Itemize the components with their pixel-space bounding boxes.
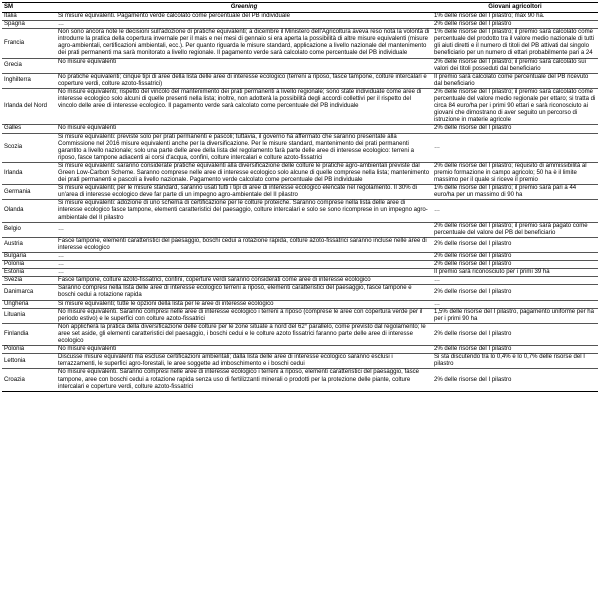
table-header-row — [2, 3, 598, 13]
cell-greening: No misure equivalenti — [56, 346, 432, 354]
cell-sm: Polonia — [2, 346, 56, 354]
table-body — [2, 13, 598, 392]
cell-giovani: … — [432, 200, 598, 222]
cell-giovani: 2% delle risorse del I pilastro; il premio sarà calcolato come percentuale del valore medio regionale per ettaro; si tratta di circa 84 euro/ha per i primi 90 ettari e sarà riconosciuto ai giovani che dimostrano di aver seguito un percorso di istruzione in materie agricole — [432, 88, 598, 124]
cell-giovani: Il premio sarà riconosciuto per i primi 39 ha — [432, 269, 598, 277]
cell-greening: Fasce tampone, elementi caratteristici del paesaggio, boschi cedui a rotazione rapida, colture azoto-fissatrici saranno incluse nelle aree di interesse ecologico — [56, 237, 432, 252]
table-row — [2, 125, 598, 133]
table-row — [2, 354, 598, 369]
table-row — [2, 277, 598, 285]
cell-greening: No misure equivalenti — [56, 58, 432, 73]
cell-greening: … — [56, 222, 432, 237]
table-row — [2, 253, 598, 261]
cell-sm: Belgio — [2, 222, 56, 237]
cell-giovani: 2% delle risorse del I pilastro — [432, 323, 598, 345]
cell-sm: Ungheria — [2, 300, 56, 308]
table-row — [2, 323, 598, 345]
cell-greening: … — [56, 261, 432, 269]
cell-greening: Si misure equivalenti; tutte le opzioni della lista per le aree di interesse ecologico — [56, 300, 432, 308]
cell-sm: Svezia — [2, 277, 56, 285]
table-row — [2, 21, 598, 29]
table-row — [2, 261, 598, 269]
cell-sm: Galles — [2, 125, 56, 133]
table-row — [2, 300, 598, 308]
cell-sm: Grecia — [2, 58, 56, 73]
cell-greening: No misure equivalenti. Saranno compresi nelle aree di interesse ecologico i terreni a riposo, elementi caratteristici del paesaggio, fasce tampone, aree con boschi cedui a rotazione rapida senza uso di fertilizzanti minerali o prodotti per la protezione delle piante, colture intercalari e coperture verdi, colture azoto-fissatrici — [56, 369, 432, 391]
cell-greening: Fasce tampone, colture azoto-fissatrici, confini, coperture verdi saranno considerati come aree di interesse ecologico — [56, 277, 432, 285]
header-sm: SM — [2, 3, 56, 13]
cell-greening: … — [56, 253, 432, 261]
cell-giovani: Si sta discutendo tra lo 0,4% e lo 0,7% delle risorse del I pilastro — [432, 354, 598, 369]
cell-greening: Non sono ancora note le decisioni sull'adozione di pratiche equivalenti; a dicembre il Ministero dell'Agricoltura aveva reso nota la volontà di introdurre la pratica della copertura invernale per il mais e nei mesi di gennaio si era aperta la possibilità di altre misure equivalenti (misure agro-ambientali, certificazioni ambientali, ecc.). Per quanto riguarda le misure standard, applicazione a livello nazionale del mantenimento dei prati permanenti ma sarà monitorato a livello regionale. Il pagamento verde sarà calcolato come percentuale del PB individuale — [56, 29, 432, 58]
header-giovani: Giovani agricoltori — [432, 3, 598, 13]
table-row — [2, 285, 598, 300]
cell-sm: Croazia — [2, 369, 56, 391]
table-row — [2, 29, 598, 58]
cell-greening: Si misure equivalenti: saranno considerate pratiche equivalenti alla diversificazione delle colture le pratiche agro-ambientali previste dal Green Low-Carbon Scheme. Saranno comprese nelle aree di interesse ecologico solo alcune di quelle comprese nella lista; mantenimento dei prati permanenti e pascoli a livello nazionale. Pagamento verde calcolato come percentuale del PB individuale — [56, 162, 432, 184]
table-row — [2, 346, 598, 354]
cell-giovani: 2% delle risorse del I pilastro — [432, 261, 598, 269]
table-row — [2, 237, 598, 252]
cell-giovani: 1% delle risorse del I pilastro; il premio sarà pari a 44 euro/ha per un massimo di 90 ha — [432, 185, 598, 200]
table-row — [2, 308, 598, 323]
cell-greening: Si misure equivalenti: adozione di uno schema di certificazione per le colture proteiche. Saranno comprese nella lista delle aree di interesse ecologico fasce tampone, elementi caratteristici del paesaggio, colture intercalari e solo se sono ricomprese in un impegno agro-ambientale del II pilastro — [56, 200, 432, 222]
cell-sm: Olanda — [2, 200, 56, 222]
cell-greening: No pratiche equivalenti; cinque tipi di aree della lista delle aree di interesse ecologico (terreni a riposo, fasce tampone, colture intercalari e coperture verdi, colture azoto-fissatrici) — [56, 73, 432, 88]
table-row — [2, 73, 598, 88]
cell-sm: Lituania — [2, 308, 56, 323]
cell-giovani: Il premio sarà calcolato come percentuale del PB ricevuto dal beneficiario — [432, 73, 598, 88]
cell-sm: Finlandia — [2, 323, 56, 345]
cell-giovani: 2% delle risorse del I pilastro — [432, 346, 598, 354]
cell-sm: Italia — [2, 13, 56, 21]
cell-sm: Irlanda — [2, 162, 56, 184]
table-row — [2, 269, 598, 277]
table-row — [2, 369, 598, 391]
cell-giovani: 2% delle risorse del I pilastro — [432, 285, 598, 300]
cell-giovani: 2% delle risorse del I pilastro; il premio sarà pagato come percentuale del valore del PB del beneficiario — [432, 222, 598, 237]
cell-sm: Austria — [2, 237, 56, 252]
cell-sm: Inghilterra — [2, 73, 56, 88]
cell-giovani: 2% delle risorse del I pilastro — [432, 237, 598, 252]
cell-greening: … — [56, 269, 432, 277]
cell-sm: Irlanda del Nord — [2, 88, 56, 124]
cell-sm: Spagna — [2, 21, 56, 29]
header-greening: Greening — [56, 3, 432, 13]
cell-giovani: 1,5% delle risorse del I pilastro, pagamento uniforme per ha per i primi 90 ha — [432, 308, 598, 323]
cell-greening: No misure equivalenti; rispetto del vincolo del mantenimento dei prati permanenti a livello regionale; sono state individuate come aree di interesse ecologico solo alcuni di quelle presenti nella lista; inoltre, non adotterà la possibilità degli accordi collettivi per il rispetto del vincolo delle aree di interesse ecologico. Il pagamento verde sarà calcolato come percentuale del PB individuale — [56, 88, 432, 124]
cell-sm: Danimarca — [2, 285, 56, 300]
cell-giovani: 2% delle risorse del I pilastro — [432, 125, 598, 133]
cell-giovani: 1% delle risorse del I pilastro; max 90 ha. — [432, 13, 598, 21]
cell-giovani: … — [432, 300, 598, 308]
table-row — [2, 162, 598, 184]
document-page — [2, 2, 598, 392]
cell-sm: Lettonia — [2, 354, 56, 369]
cell-sm: Estonia — [2, 269, 56, 277]
cell-greening: Si misure equivalenti: previste solo per prati permanenti e pascoli; tuttavia, il governo ha affermato che saranno presentate alla Commissione nel 2016 misure equivalenti anche per la diversificazione. Per le misure standard, mantenimento dei prati permanenti garantito a livello nazionale; solo una parte delle aree della lista del regolamento farà parte delle aree di interesse ecologico: terreni a riposo, fasce tampone adiacenti ai corsi d'acqua, confini, colture intercalari e colture azoto-fissatrici — [56, 133, 432, 162]
cell-greening: Si misure equivalenti. Pagamento verde calcolato come percentuale del PB individuale — [56, 13, 432, 21]
cell-giovani: … — [432, 133, 598, 162]
cell-sm: Scozia — [2, 133, 56, 162]
cell-greening: No misure equivalenti — [56, 125, 432, 133]
table-row — [2, 185, 598, 200]
cell-giovani: 2% delle risorse del I pilastro; il premio sarà calcolato sui valori dei titoli posseduti dal beneficiario — [432, 58, 598, 73]
cell-greening: Si misure equivalenti; per le misure standard, saranno usati tutti i tipi di aree di interesse ecologico elencate nel regolamento. Il 30% di un'area di interesse ecologico deve far parte di un impegno agro-ambientale del II pilastro — [56, 185, 432, 200]
cell-sm: Bulgaria — [2, 253, 56, 261]
cell-giovani: 2% delle risorse del I pilastro — [432, 369, 598, 391]
cell-greening: Discusse misure equivalenti ma escluse certificazioni ambientali; dalla lista delle aree di interesse ecologico saranno esclusi i terrazzamenti, le superfici agro-forestali, le aree soggette ad imboschimento e i boschi cedui — [56, 354, 432, 369]
cell-greening: … — [56, 21, 432, 29]
table-row — [2, 133, 598, 162]
cell-giovani: 1% delle risorse del I pilastro; il premio sarà calcolato come percentuale del prodotto tra il valore medio nazionale di tutti gli aiuti diretti e il numero di titoli del PB attivati dal singolo beneficiario per un numero di ettari probabilmente pari a 24 — [432, 29, 598, 58]
table-row — [2, 88, 598, 124]
cell-greening: No misure equivalenti. Saranno compresi nelle aree di interesse ecologico i terreni a riposo (comprese le aree con copertura verde per il periodo estivo) e le superfici con colture azoto-fissatrici — [56, 308, 432, 323]
cell-sm: Francia — [2, 29, 56, 58]
cell-giovani: 2% delle risorse del I pilastro — [432, 253, 598, 261]
cell-giovani: … — [432, 277, 598, 285]
cell-greening: Saranno compresi nella lista delle aree di interesse ecologico terreni a riposo, elementi caratteristici del paesaggio, fasce tampone e boschi cedui a rotazione rapida — [56, 285, 432, 300]
cell-sm: Polonia — [2, 261, 56, 269]
table-row — [2, 13, 598, 21]
greening-table — [2, 2, 598, 392]
table-row — [2, 200, 598, 222]
cell-giovani: 2% delle risorse del I pilastro; requisito di ammissibilità al premio formazione in campo agricolo; 50 ha è il limite massimo per il quale si riceve il premio — [432, 162, 598, 184]
table-row — [2, 58, 598, 73]
cell-sm: Germania — [2, 185, 56, 200]
cell-greening: Non applicherà la pratica della diversificazione delle colture per le zone situate a nord del 62° parallelo, come previsto dal regolamento; le aree set aside, gli elementi caratteristici del paesaggio, i boschi cedui e le colture azoto fissatrici faranno parte delle aree di interesse ecologico — [56, 323, 432, 345]
table-row — [2, 222, 598, 237]
cell-giovani: 2% delle risorse del I pilastro — [432, 21, 598, 29]
